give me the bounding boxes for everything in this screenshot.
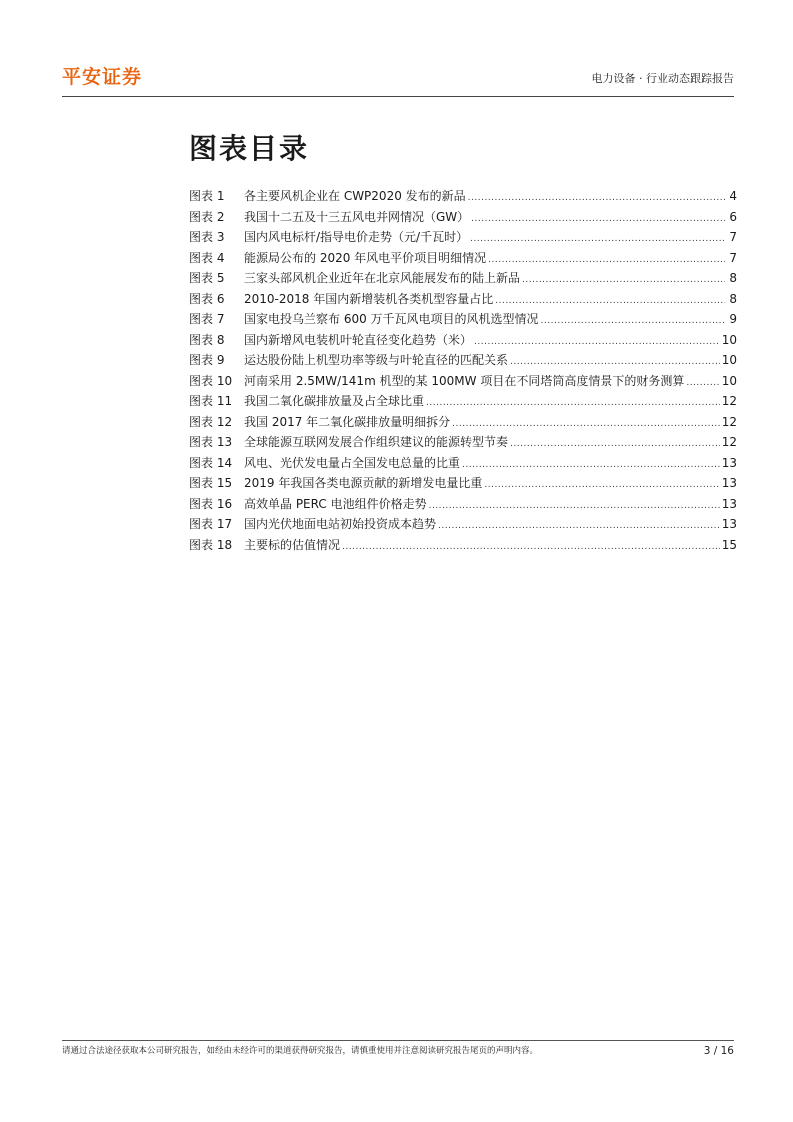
page-title: 图表目录 — [189, 132, 310, 165]
toc-entry[interactable] — [189, 330, 737, 351]
toc-dot-leader — [429, 496, 720, 517]
toc-entry-page: 12 — [721, 414, 737, 429]
toc-entry-label: 图表 2 — [189, 209, 225, 224]
toc-entry-page: 10 — [721, 332, 737, 347]
toc-entry-page: 15 — [721, 537, 737, 552]
toc-entry-title: 2010-2018 年国内新增装机各类机型容量占比 — [244, 291, 494, 306]
toc-entry-page: 12 — [721, 394, 737, 408]
toc-entry[interactable] — [189, 391, 737, 412]
toc-entry-title: 各主要风机企业在 CWP2020 发布的新品 — [244, 189, 466, 203]
toc-dot-leader — [522, 270, 725, 291]
toc-dot-leader — [426, 393, 720, 414]
toc-dot-leader — [452, 414, 720, 435]
toc-entry[interactable] — [189, 473, 737, 494]
toc-entry-page: 8 — [729, 271, 737, 285]
toc-entry[interactable] — [189, 207, 737, 228]
toc-dot-leader — [488, 250, 725, 271]
toc-entry[interactable] — [189, 432, 737, 453]
toc-entry-title: 主要标的估值情况 — [244, 537, 341, 552]
toc-entry-page: 10 — [721, 373, 737, 388]
toc-entry[interactable] — [189, 514, 737, 535]
toc-entry-label: 图表 3 — [189, 230, 225, 244]
toc-entry-page: 13 — [721, 517, 737, 531]
toc-entry-title: 风电、光伏发电量占全国发电总量的比重 — [244, 455, 461, 470]
toc-entry-page: 8 — [729, 291, 737, 306]
toc-entry-title: 我国 2017 年二氧化碳排放量明细拆分 — [244, 414, 451, 429]
toc-dot-leader — [686, 373, 719, 394]
toc-entry-label: 图表 14 — [189, 455, 233, 470]
toc-dot-leader — [468, 188, 725, 209]
toc-entry-label: 图表 9 — [189, 353, 225, 367]
toc-entry-title: 能源局公布的 2020 年风电平价项目明细情况 — [244, 250, 487, 265]
toc-entry[interactable] — [189, 289, 737, 310]
toc-entry-page: 7 — [729, 250, 737, 265]
toc-entry-title: 2019 年我国各类电源贡献的新增发电量比重 — [244, 476, 483, 490]
toc-entry[interactable] — [189, 412, 737, 433]
toc-entry-label: 图表 15 — [189, 476, 233, 490]
toc-entry[interactable] — [189, 494, 737, 515]
toc-entry[interactable] — [189, 248, 737, 269]
toc-entry-page: 10 — [721, 353, 737, 367]
toc-entry-title: 我国十二五及十三五风电并网情况（GW） — [244, 209, 470, 224]
toc-entry-page: 6 — [729, 209, 737, 224]
toc-entry-page: 4 — [729, 189, 737, 203]
footer-divider — [62, 1040, 734, 1041]
toc-entry[interactable] — [189, 350, 737, 371]
page-header — [62, 64, 734, 94]
toc-entry-title: 河南采用 2.5MW/141m 机型的某 100MW 项目在不同塔筒高度情景下的财务测算 — [244, 373, 685, 388]
toc-entry-page: 7 — [729, 230, 737, 244]
toc-entry-label: 图表 1 — [189, 189, 225, 203]
figure-table-of-contents — [189, 186, 737, 555]
footer-disclaimer: 请通过合法途径获取本公司研究报告，如经由未经许可的渠道获得研究报告，请慎重使用并注意阅读研究报告尾页的声明内容。 — [62, 1046, 539, 1056]
toc-entry-label: 图表 17 — [189, 517, 233, 531]
toc-entry-label: 图表 5 — [189, 271, 225, 285]
toc-entry[interactable] — [189, 309, 737, 330]
toc-entry-title: 三家头部风机企业近年在北京风能展发布的陆上新品 — [244, 271, 521, 285]
toc-entry[interactable] — [189, 535, 737, 556]
toc-dot-leader — [438, 516, 720, 537]
toc-entry-page: 9 — [729, 312, 737, 326]
toc-dot-leader — [342, 537, 720, 558]
toc-entry-title: 国家电投乌兰察布 600 万千瓦风电项目的风机选型情况 — [244, 312, 539, 326]
toc-dot-leader — [471, 209, 725, 230]
toc-entry-page: 13 — [721, 455, 737, 470]
toc-entry-label: 图表 10 — [189, 373, 233, 388]
toc-entry-label: 图表 8 — [189, 332, 225, 347]
toc-dot-leader — [510, 352, 720, 373]
toc-entry-label: 图表 7 — [189, 312, 225, 326]
toc-dot-leader — [470, 229, 725, 250]
toc-dot-leader — [474, 332, 720, 353]
toc-entry-label: 图表 13 — [189, 435, 233, 449]
toc-entry-title: 高效单晶 PERC 电池组件价格走势 — [244, 496, 427, 511]
toc-dot-leader — [495, 291, 725, 312]
toc-dot-leader — [462, 455, 720, 476]
toc-dot-leader — [541, 311, 725, 332]
toc-entry-label: 图表 16 — [189, 496, 233, 511]
toc-dot-leader — [484, 475, 719, 496]
toc-entry-title: 国内新增风电装机叶轮直径变化趋势（米） — [244, 332, 473, 347]
toc-entry-label: 图表 18 — [189, 537, 233, 552]
brand-logo: 平安证券 — [62, 66, 143, 88]
page-number: 3 / 16 — [703, 1045, 734, 1057]
toc-entry[interactable] — [189, 268, 737, 289]
toc-entry-page: 13 — [721, 476, 737, 490]
toc-entry-page: 12 — [721, 435, 737, 449]
toc-entry-label: 图表 12 — [189, 414, 233, 429]
toc-entry-title: 全球能源互联网发展合作组织建议的能源转型节奏 — [244, 435, 509, 449]
toc-dot-leader — [510, 434, 720, 455]
toc-entry[interactable] — [189, 453, 737, 474]
toc-entry-title: 运达股份陆上机型功率等级与叶轮直径的匹配关系 — [244, 353, 509, 367]
toc-entry[interactable] — [189, 227, 737, 248]
toc-entry[interactable] — [189, 371, 737, 392]
toc-entry[interactable] — [189, 186, 737, 207]
toc-entry-title: 我国二氧化碳排放量及占全球比重 — [244, 394, 425, 408]
toc-entry-title: 国内风电标杆/指导电价走势（元/千瓦时） — [244, 230, 469, 244]
header-divider — [62, 96, 734, 97]
toc-entry-page: 13 — [721, 496, 737, 511]
toc-entry-label: 图表 4 — [189, 250, 225, 265]
toc-entry-label: 图表 6 — [189, 291, 225, 306]
toc-entry-label: 图表 11 — [189, 394, 233, 408]
report-category-title: 电力设备 · 行业动态跟踪报告 — [591, 72, 734, 85]
toc-entry-title: 国内光伏地面电站初始投资成本趋势 — [244, 517, 437, 531]
